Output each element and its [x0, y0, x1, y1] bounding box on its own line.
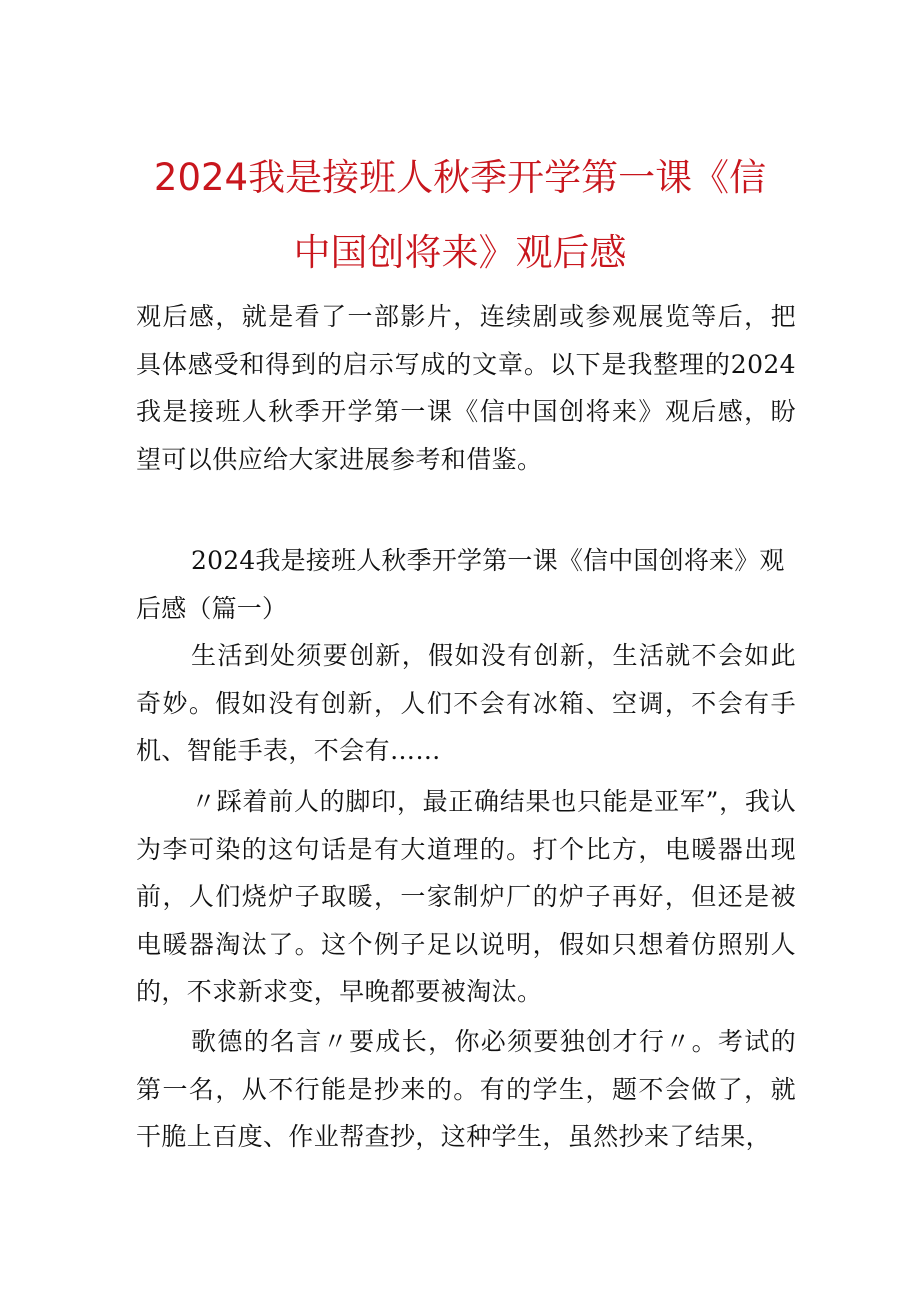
- document-title-line-1: 2024我是接班人秋季开学第一课《信: [153, 156, 767, 199]
- body-paragraph-3: 歌德的名言〃要成长，你必须要独创才行〃。考试的第一名，从不行能是抄来的。有的学生，题不会做了，就干脆上百度、作业帮查抄，这种学生，虽然抄来了结果，: [136, 1027, 796, 1151]
- intro-paragraph: 观后感，就是看了一部影片，连续剧或参观展览等后，把具体感受和得到的启示写成的文章。以下是我整理的2024我是接班人秋季开学第一课《信中国创将来》观后感，盼望可以供应给大家进展参考和借鉴。: [136, 302, 796, 474]
- body-paragraph-1: 生活到处须要创新，假如没有创新，生活就不会如此奇妙。假如没有创新，人们不会有冰箱、空调，不会有手机、智能手表，不会有……: [136, 641, 796, 765]
- section-heading: 2024我是接班人秋季开学第一课《信中国创将来》观后感（篇一）: [136, 546, 785, 623]
- document-title-line-2: 中国创将来》观后感: [293, 231, 627, 274]
- body-paragraph-2: 〃踩着前人的脚印，最正确结果也只能是亚军”，我认为李可染的这句话是有大道理的。打个比方，电暖器出现前，人们烧炉子取暖，一家制炉厂的炉子再好，但还是被电暖器淘汰了。这个例子足以说明，假如只想着仿照别人的，不求新求变，早晚都要被淘汰。: [136, 787, 796, 1006]
